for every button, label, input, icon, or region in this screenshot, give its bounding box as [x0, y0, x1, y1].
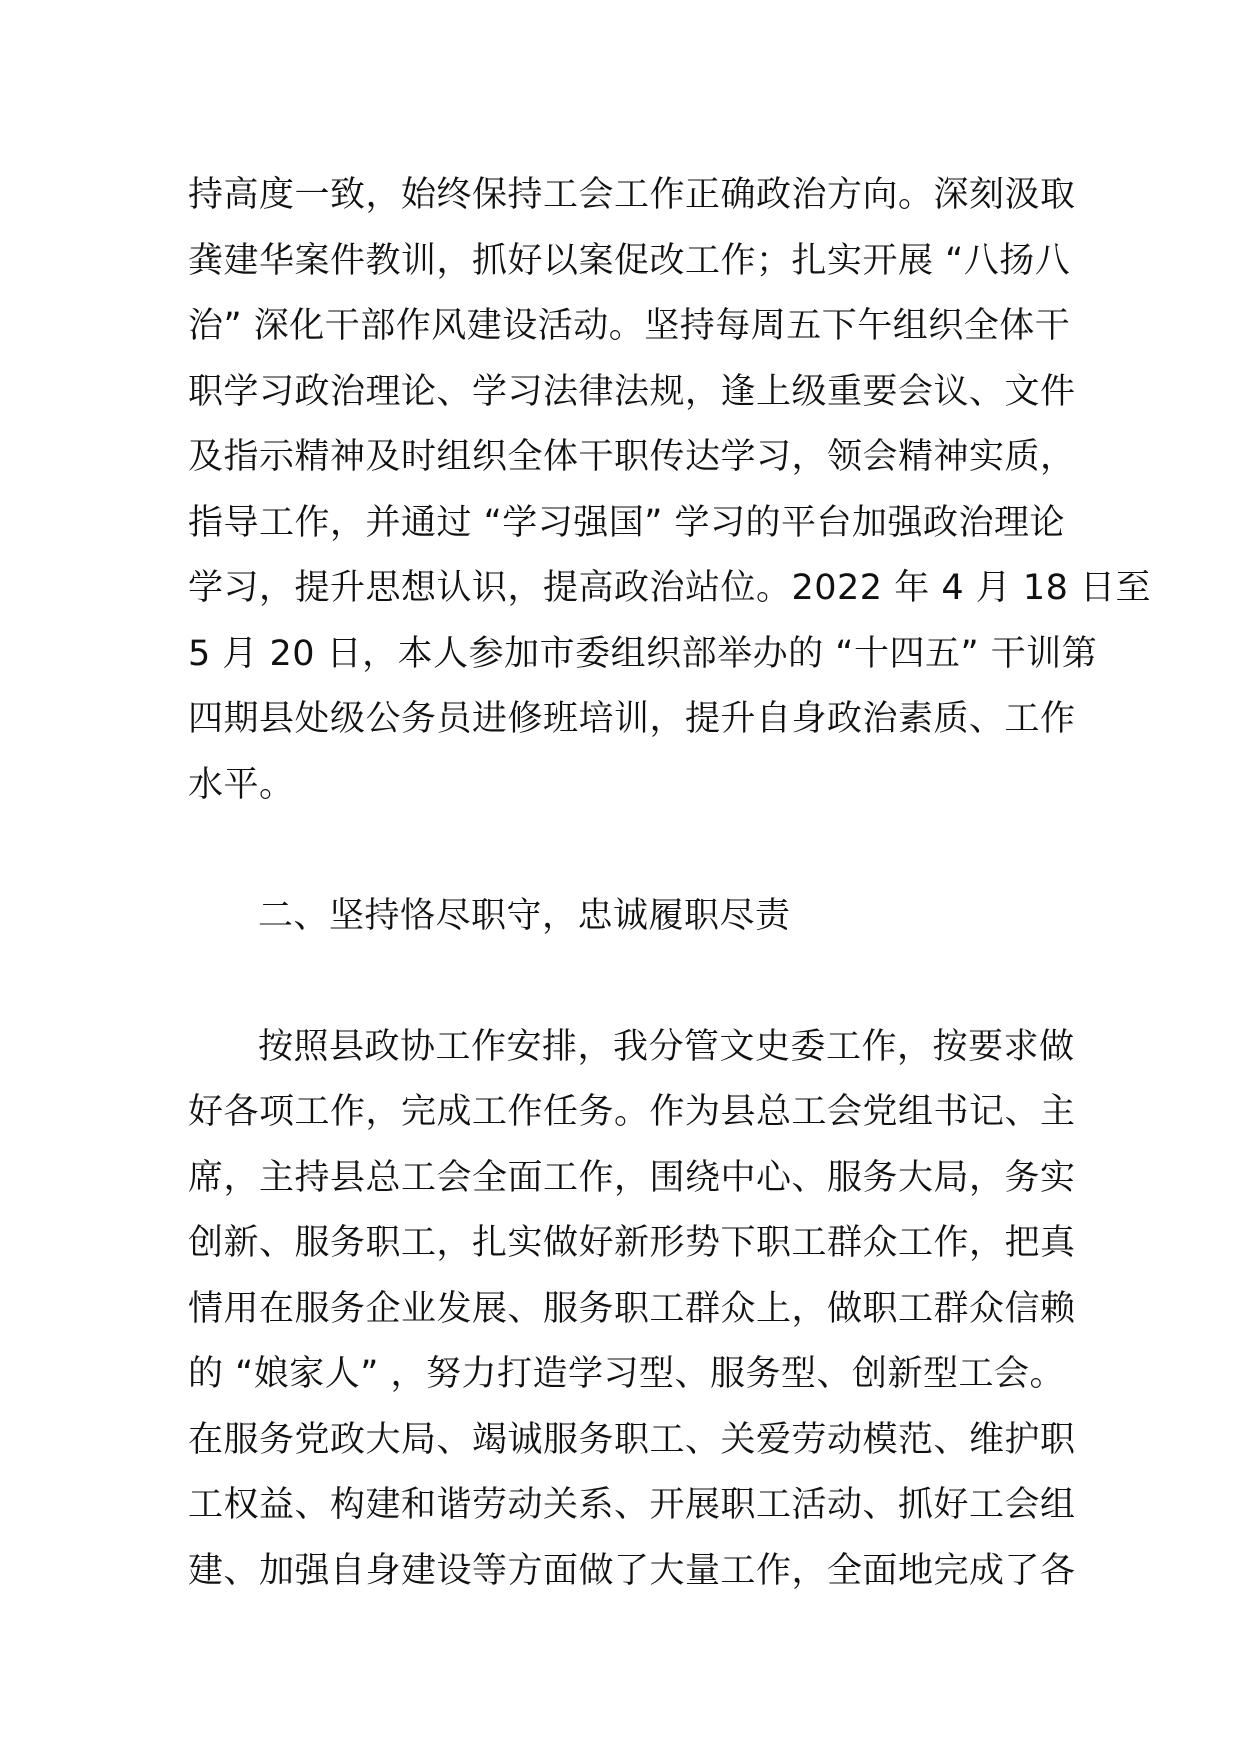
- paragraph-2-line: 工权益、构建和谐劳动关系、开展职工活动、抓好工会组: [188, 1485, 1076, 1525]
- paragraph-1-line: 5 月 20 日，本人参加市委组织部举办的 “十四五” 干训第: [188, 633, 1098, 674]
- document-page: [188, 163, 1152, 1604]
- paragraph-1-line: 水平。: [188, 764, 295, 805]
- paragraph-2: [188, 1015, 1076, 1605]
- section-heading: 二、坚持恪尽职守，忠诚履职尽责: [258, 895, 791, 936]
- paragraph-2-line: 按照县政协工作安排，我分管文史委工作，按要求做: [258, 1026, 1075, 1067]
- paragraph-1-line: 学习，提升思想认识，提高政治站位。2022 年 4 月 18 日至: [188, 568, 1152, 608]
- paragraph-1-line: 持高度一致，始终保持工会工作正确政治方向。深刻汲取: [188, 175, 1076, 215]
- spacer: [188, 818, 1056, 884]
- paragraph-1-line: 及指示精神及时组织全体干职传达学习，领会精神实质，: [188, 437, 1076, 477]
- paragraph-2-line: 创新、服务职工，扎实做好新形势下职工群众工作，把真: [188, 1223, 1076, 1263]
- paragraph-2-line: 的 “娘家人” ，努力打造学习型、服务型、创新型工会。: [188, 1354, 1066, 1394]
- paragraph-1-line: 四期县处级公务员进修班培训，提升自身政治素质、工作: [188, 699, 1076, 739]
- paragraph-2-line: 好各项工作，完成工作任务。作为县总工会党组书记、主: [188, 1092, 1076, 1132]
- paragraph-1-line: 治” 深化干部作风建设活动。坚持每周五下午组织全体干: [188, 306, 1071, 346]
- spacer: [188, 949, 1056, 1015]
- paragraph-1-line: 指导工作，并通过 “学习强国” 学习的平台加强政治理论: [188, 502, 1066, 543]
- paragraph-2-line: 席，主持县总工会全面工作，围绕中心、服务大局，务实: [188, 1157, 1076, 1198]
- paragraph-2-line: 在服务党政大局、竭诚服务职工、关爱劳动模范、维护职: [188, 1419, 1076, 1460]
- paragraph-1-line: 龚建华案件教训，抓好以案促改工作；扎实开展 “八扬八: [188, 240, 1071, 281]
- paragraph-2-line: 情用在服务企业发展、服务职工群众上，做职工群众信赖: [188, 1288, 1076, 1329]
- paragraph-1: [188, 163, 1152, 818]
- paragraph-2-line: 建、加强自身建设等方面做了大量工作，全面地完成了各: [188, 1550, 1076, 1591]
- paragraph-1-line: 职学习政治理论、学习法律法规，逢上级重要会议、文件: [188, 371, 1076, 412]
